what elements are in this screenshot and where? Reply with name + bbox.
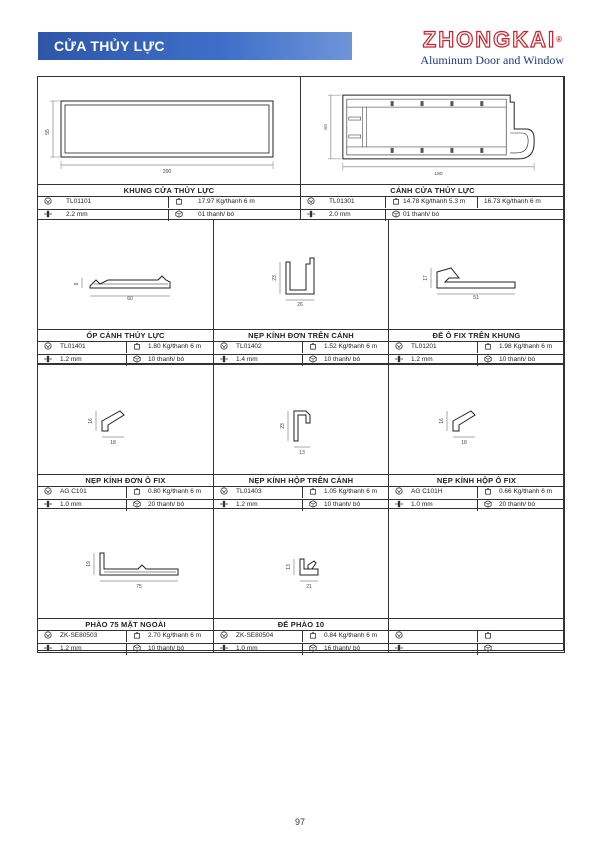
bundle-icon (484, 355, 492, 363)
weight-icon (309, 342, 317, 350)
bundle-icon (175, 210, 183, 218)
product-code: TL01301 (329, 198, 355, 205)
profile-drawing (214, 220, 388, 329)
brand-subtitle: Aluminum Door and Window (420, 53, 564, 67)
product-info (38, 196, 300, 220)
product-cell (213, 508, 389, 653)
product-pack: 16 thanh/ bó (324, 645, 361, 652)
product-weight: 2.70 Kg/thanh 6 m (148, 632, 202, 639)
product-weight: 1.80 Kg/thanh 6 m (148, 343, 202, 350)
weight-icon (309, 631, 317, 639)
product-weight: 14.78 Kg/thanh 5.3 m (403, 198, 466, 205)
product-name: CÁNH CỬA THỦY LỰC (301, 184, 564, 196)
product-info (38, 341, 213, 364)
dim-width: 18 (110, 440, 116, 446)
bundle-icon (484, 644, 492, 652)
code-icon (220, 631, 228, 639)
product-name: NẸP KÍNH HỘP TRÊN CÁNH (214, 474, 388, 486)
dim-width: 51 (473, 295, 479, 301)
dim-width: 18 (461, 440, 467, 446)
bundle-icon (133, 644, 141, 652)
weight-icon (484, 487, 492, 495)
bundle-icon (392, 210, 400, 218)
profile-drawing (38, 77, 300, 184)
bundle-icon (309, 644, 317, 652)
profile-drawing (389, 509, 564, 618)
bundle-icon (133, 355, 141, 363)
product-pack: 10 thanh/ bó (499, 356, 536, 363)
product-thickness: 2.2 mm (66, 211, 88, 218)
page-number: 97 (294, 817, 305, 827)
product-info (214, 630, 388, 653)
product-thickness: 1.0 mm (411, 501, 433, 508)
code-icon (44, 487, 52, 495)
product-code: ZK-SE80504 (236, 632, 274, 639)
product-pack: 01 thanh/ bó (403, 211, 440, 218)
bundle-icon (309, 355, 317, 363)
thickness-icon (395, 355, 403, 363)
product-weight: 0.84 Kg/thanh 6 m (324, 632, 378, 639)
product-info (38, 486, 213, 509)
product-thickness: 1.0 mm (236, 645, 258, 652)
product-info (214, 341, 388, 364)
code-icon (395, 631, 403, 639)
dim-width: 200 (162, 169, 172, 175)
code-icon (220, 342, 228, 350)
dim-height: 60 (322, 124, 329, 130)
thickness-icon (395, 644, 403, 652)
product-cell (37, 219, 214, 364)
dim-height: 16 (439, 418, 445, 424)
profile-drawing (389, 365, 564, 474)
profile-drawing (214, 509, 388, 618)
product-weight: 1.52 Kg/thanh 6 m (324, 343, 378, 350)
product-pack: 20 thanh/ bó (499, 501, 536, 508)
dim-height: 17 (423, 275, 429, 281)
product-name: ĐẾ Ô FIX TRÊN KHUNG (389, 329, 564, 341)
dim-height: 19 (86, 561, 92, 567)
code-icon (395, 487, 403, 495)
weight-icon (309, 487, 317, 495)
profile-drawing (38, 220, 213, 329)
brand-logo: ZHONGKAI® (422, 27, 564, 52)
dim-height: 16 (88, 418, 94, 424)
product-thickness: 1.2 mm (411, 356, 433, 363)
weight-icon (133, 342, 141, 350)
dim-height: 13 (286, 564, 292, 570)
product-name: KHUNG CỬA THỦY LỰC (38, 184, 300, 196)
product-info (389, 630, 564, 653)
product-cell-canh (300, 76, 565, 220)
section-title: CỬA THỦY LỰC (54, 38, 165, 54)
product-weight: 0.66 Kg/thanh 6 m (499, 488, 553, 495)
thickness-icon (395, 500, 403, 508)
code-icon (220, 487, 228, 495)
product-cell (388, 219, 565, 364)
dim-width: 180 (434, 170, 443, 177)
product-pack: 10 thanh/ bó (324, 356, 361, 363)
product-code: TL01403 (236, 488, 262, 495)
thickness-icon (220, 355, 228, 363)
product-cell (213, 364, 389, 509)
section-banner (38, 32, 352, 60)
product-thickness: 1.2 mm (60, 356, 82, 363)
dim-height: 23 (272, 275, 278, 281)
weight-icon (484, 342, 492, 350)
thickness-icon (220, 500, 228, 508)
bundle-icon (484, 500, 492, 508)
product-info (389, 341, 564, 364)
weight-icon (175, 197, 183, 205)
product-info (389, 486, 564, 509)
weight-icon (484, 631, 492, 639)
profile-drawing (301, 77, 564, 184)
product-name: NẸP KÍNH ĐƠN TRÊN CÁNH (214, 329, 388, 341)
product-name: PHÀO 75 MẶT NGOÀI (38, 618, 213, 630)
product-info (214, 486, 388, 509)
code-icon (307, 197, 315, 205)
thickness-icon (220, 644, 228, 652)
product-weight: 17.97 Kg/thanh 6 m (198, 198, 255, 205)
dim-width: 13 (299, 450, 305, 456)
profile-drawing (214, 365, 388, 474)
product-pack: 10 thanh/ bó (148, 356, 185, 363)
product-code: AG C101H (411, 488, 443, 495)
bundle-icon (133, 500, 141, 508)
product-cell (213, 219, 389, 364)
dim-height: 9 (74, 282, 80, 286)
thickness-icon (44, 355, 52, 363)
product-thickness: 1.2 mm (60, 645, 82, 652)
product-cell-khung (37, 76, 301, 220)
code-icon (395, 342, 403, 350)
brand-block (420, 29, 564, 68)
product-code: TL01101 (66, 198, 92, 205)
product-pack: 20 thanh/ bó (148, 501, 185, 508)
product-code: TL01201 (411, 343, 437, 350)
weight-icon (133, 631, 141, 639)
product-thickness: 1.2 mm (236, 501, 258, 508)
thickness-icon (44, 500, 52, 508)
product-name: ĐẾ PHÀO 10 (214, 618, 388, 630)
product-info (38, 630, 213, 653)
product-thickness: 2.0 mm (329, 211, 351, 218)
product-name: NẸP KÍNH HỘP Ô FIX (389, 474, 564, 486)
dim-height: 23 (280, 423, 286, 429)
product-name (389, 618, 564, 630)
product-pack: 10 thanh/ bó (148, 645, 185, 652)
code-icon (44, 631, 52, 639)
dim-width: 26 (297, 302, 303, 308)
profile-drawing (38, 509, 213, 618)
weight-icon (392, 197, 400, 205)
bundle-icon (309, 500, 317, 508)
product-code: TL01401 (60, 343, 86, 350)
product-cell (388, 364, 565, 509)
product-info (301, 196, 564, 220)
product-weight: 0.80 Kg/thanh 6 m (148, 488, 202, 495)
product-weight: 1.98 Kg/thanh 6 m (499, 343, 553, 350)
dim-width: 75 (136, 584, 142, 590)
dim-width: 21 (306, 584, 312, 590)
profile-drawing (38, 365, 213, 474)
profile-drawing (389, 220, 564, 329)
product-cell (388, 508, 565, 653)
product-pack: 01 thanh/ bó (198, 211, 235, 218)
product-pack: 10 thanh/ bó (324, 501, 361, 508)
catalog-grid (37, 76, 564, 651)
product-thickness: 1.0 mm (60, 501, 82, 508)
thickness-icon (44, 644, 52, 652)
product-code: TL01402 (236, 343, 262, 350)
dim-width: 60 (127, 296, 133, 302)
product-thickness: 1.4 mm (236, 356, 258, 363)
product-name: NẸP KÍNH ĐƠN Ô FIX (38, 474, 213, 486)
thickness-icon (307, 210, 315, 218)
code-icon (44, 342, 52, 350)
product-cell (37, 508, 214, 653)
code-icon (44, 197, 52, 205)
product-cell (37, 364, 214, 509)
weight-icon (133, 487, 141, 495)
product-code: AG C101 (60, 488, 87, 495)
dim-height: 55 (45, 129, 51, 135)
product-code: ZK-SE80503 (60, 632, 98, 639)
thickness-icon (44, 210, 52, 218)
product-name: ỐP CÁNH THỦY LỰC (38, 329, 213, 341)
product-weight: 1.05 Kg/thanh 6 m (324, 488, 378, 495)
product-weight-alt: 16.73 Kg/thanh 6 m (477, 197, 565, 208)
